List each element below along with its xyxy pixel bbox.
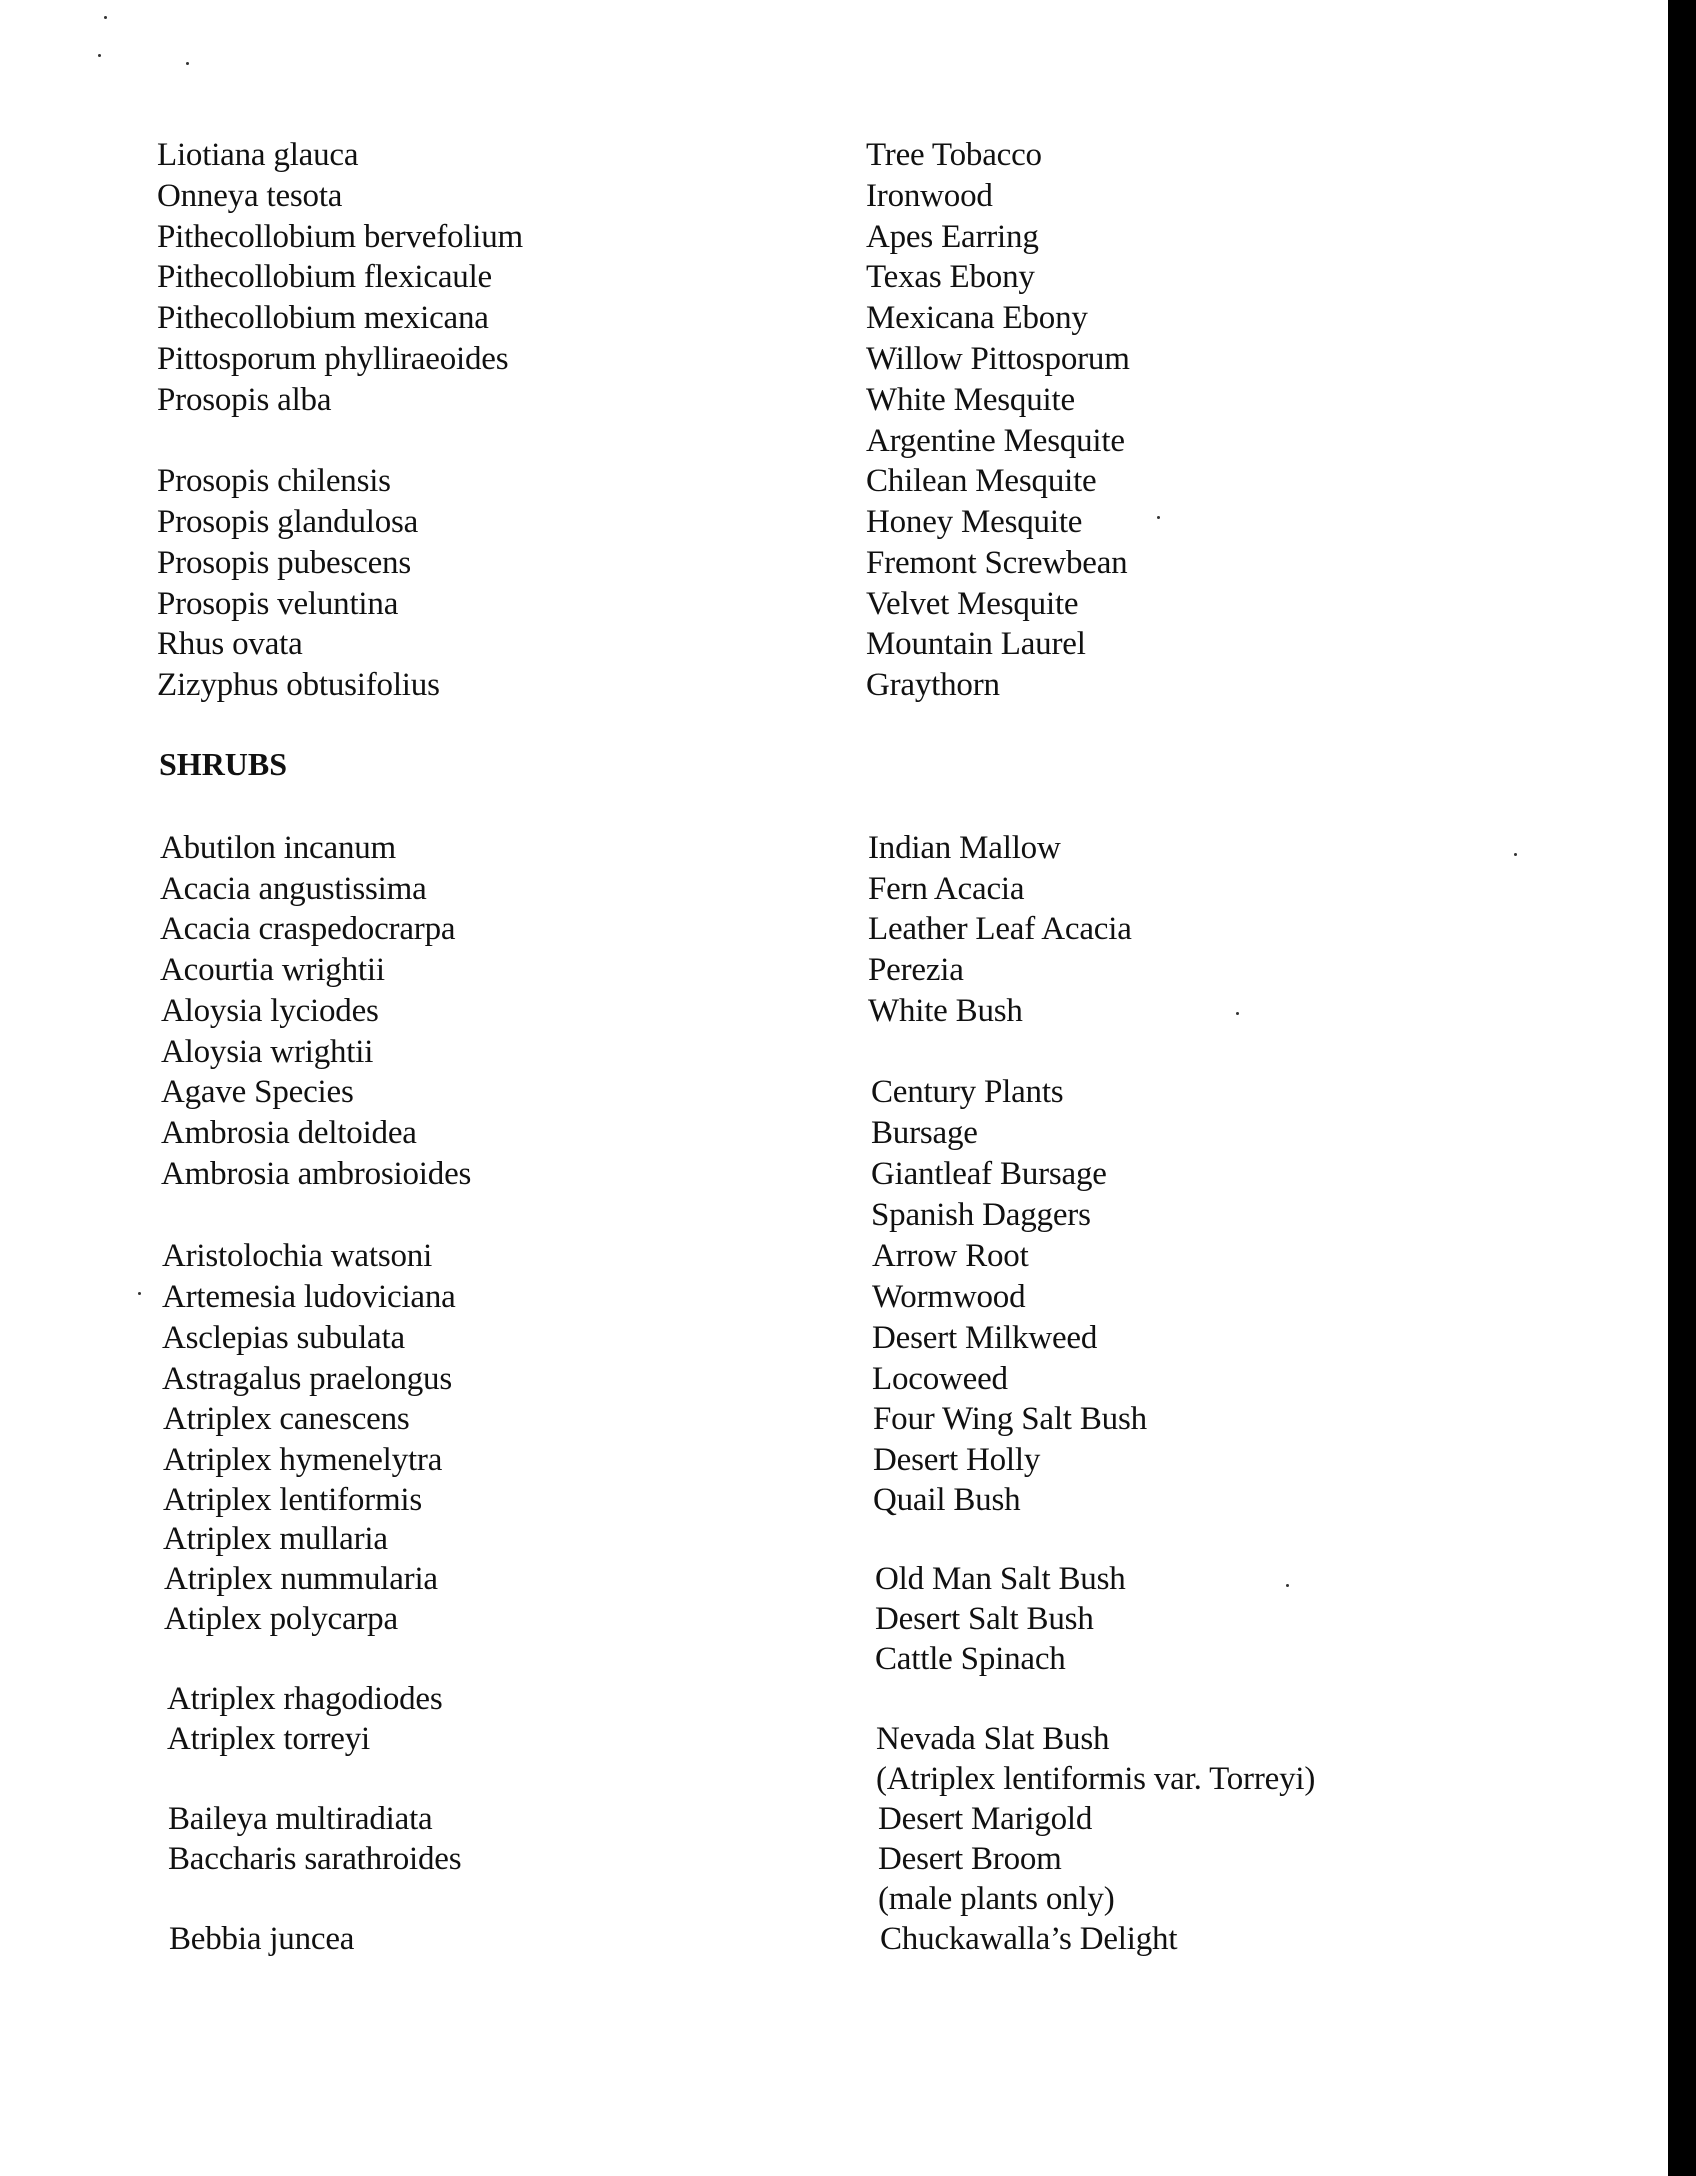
tree-common-name: Chilean Mesquite <box>866 463 1097 499</box>
scan-speck <box>138 1292 141 1295</box>
shrub-common-name: Bursage <box>871 1115 978 1151</box>
shrub-common-name: Nevada Slat Bush <box>876 1721 1110 1757</box>
tree-common-name: Fremont Screwbean <box>866 545 1128 581</box>
shrub-common-name: (male plants only) <box>878 1881 1115 1917</box>
tree-common-name: Willow Pittosporum <box>866 341 1130 377</box>
tree-common-name: Ironwood <box>866 178 993 214</box>
tree-botanical-name: Prosopis veluntina <box>157 586 399 622</box>
tree-botanical-name: Liotiana glauca <box>157 137 359 173</box>
tree-common-name: Graythorn <box>866 667 1000 703</box>
shrub-botanical-name: Atriplex lentiformis <box>163 1482 423 1518</box>
tree-common-name: Honey Mesquite <box>866 504 1083 540</box>
shrub-botanical-name: Atriplex canescens <box>163 1401 410 1437</box>
shrub-common-name: Desert Marigold <box>878 1801 1093 1837</box>
scan-speck <box>1157 516 1160 519</box>
shrub-botanical-name: Bebbia juncea <box>169 1921 355 1957</box>
shrub-botanical-name: Aristolochia watsoni <box>162 1238 433 1274</box>
tree-botanical-name: Zizyphus obtusifolius <box>157 667 440 703</box>
shrub-botanical-name: Acacia angustissima <box>160 871 427 907</box>
tree-common-name: Texas Ebony <box>866 259 1035 295</box>
tree-botanical-name: Prosopis alba <box>157 382 332 418</box>
shrub-common-name: Cattle Spinach <box>875 1641 1066 1677</box>
shrub-botanical-name: Atiplex polycarpa <box>164 1601 398 1637</box>
scan-edge-border <box>1668 0 1696 2176</box>
shrub-botanical-name: Atriplex mullaria <box>163 1521 388 1557</box>
scan-speck <box>186 62 189 65</box>
shrub-common-name: White Bush <box>868 993 1023 1029</box>
shrub-botanical-name: Baccharis sarathroides <box>168 1841 462 1877</box>
shrub-botanical-name: Baileya multiradiata <box>168 1801 433 1837</box>
scan-speck <box>1286 1584 1289 1587</box>
shrub-botanical-name: Atriplex hymenelytra <box>163 1442 443 1478</box>
shrub-common-name: Locoweed <box>872 1361 1008 1397</box>
shrub-botanical-name: Aloysia lyciodes <box>161 993 379 1029</box>
shrub-common-name: Wormwood <box>872 1279 1026 1315</box>
tree-botanical-name: Rhus ovata <box>157 626 303 662</box>
tree-botanical-name: Pithecollobium mexicana <box>157 300 489 336</box>
section-heading-shrubs: SHRUBS <box>159 746 288 782</box>
shrub-common-name: Desert Broom <box>878 1841 1062 1877</box>
shrub-botanical-name: Acacia craspedocrarpa <box>160 911 456 947</box>
shrub-botanical-name: Acourtia wrightii <box>160 952 385 988</box>
shrub-botanical-name: Asclepias subulata <box>162 1320 405 1356</box>
shrub-botanical-name: Aloysia wrightii <box>161 1034 374 1070</box>
shrub-common-name: Desert Salt Bush <box>875 1601 1094 1637</box>
tree-common-name: White Mesquite <box>866 382 1075 418</box>
shrub-common-name: Quail Bush <box>873 1482 1021 1518</box>
shrub-common-name: Old Man Salt Bush <box>875 1561 1126 1597</box>
shrub-botanical-name: Agave Species <box>161 1074 354 1110</box>
tree-common-name: Mexicana Ebony <box>866 300 1088 336</box>
shrub-common-name: Spanish Daggers <box>871 1197 1091 1233</box>
tree-botanical-name: Onneya tesota <box>157 178 343 214</box>
scan-speck <box>98 54 101 57</box>
shrub-botanical-name: Artemesia ludoviciana <box>162 1279 456 1315</box>
tree-common-name: Velvet Mesquite <box>866 586 1079 622</box>
scan-speck <box>1236 1012 1239 1015</box>
tree-common-name: Apes Earring <box>866 219 1039 255</box>
shrub-botanical-name: Ambrosia deltoidea <box>161 1115 417 1151</box>
shrub-common-name: Desert Holly <box>873 1442 1041 1478</box>
tree-common-name: Tree Tobacco <box>866 137 1042 173</box>
tree-botanical-name: Prosopis pubescens <box>157 545 411 581</box>
shrub-common-name: Four Wing Salt Bush <box>873 1401 1147 1437</box>
shrub-common-name: Desert Milkweed <box>872 1320 1098 1356</box>
shrub-botanical-name: Atriplex torreyi <box>167 1721 370 1757</box>
tree-botanical-name: Pithecollobium flexicaule <box>157 259 492 295</box>
shrub-common-name: Arrow Root <box>872 1238 1029 1274</box>
shrub-common-name: (Atriplex lentiformis var. Torreyi) <box>876 1761 1316 1797</box>
shrub-common-name: Perezia <box>868 952 964 988</box>
shrub-common-name: Century Plants <box>871 1074 1064 1110</box>
tree-common-name: Argentine Mesquite <box>866 423 1125 459</box>
tree-common-name: Mountain Laurel <box>866 626 1086 662</box>
shrub-common-name: Fern Acacia <box>868 871 1025 907</box>
tree-botanical-name: Pithecollobium bervefolium <box>157 219 523 255</box>
shrub-botanical-name: Atriplex rhagodiodes <box>167 1681 443 1717</box>
shrub-botanical-name: Astragalus praelongus <box>162 1361 452 1397</box>
shrub-common-name: Leather Leaf Acacia <box>868 911 1132 947</box>
scan-speck <box>104 16 107 19</box>
shrub-common-name: Chuckawalla’s Delight <box>880 1921 1178 1957</box>
scan-speck <box>1514 853 1517 856</box>
shrub-common-name: Indian Mallow <box>868 830 1061 866</box>
shrub-botanical-name: Atriplex nummularia <box>164 1561 438 1597</box>
shrub-common-name: Giantleaf Bursage <box>871 1156 1107 1192</box>
tree-botanical-name: Pittosporum phylliraeoides <box>157 341 509 377</box>
tree-botanical-name: Prosopis chilensis <box>157 463 391 499</box>
tree-botanical-name: Prosopis glandulosa <box>157 504 419 540</box>
shrub-botanical-name: Ambrosia ambrosioides <box>161 1156 472 1192</box>
shrub-botanical-name: Abutilon incanum <box>160 830 397 866</box>
